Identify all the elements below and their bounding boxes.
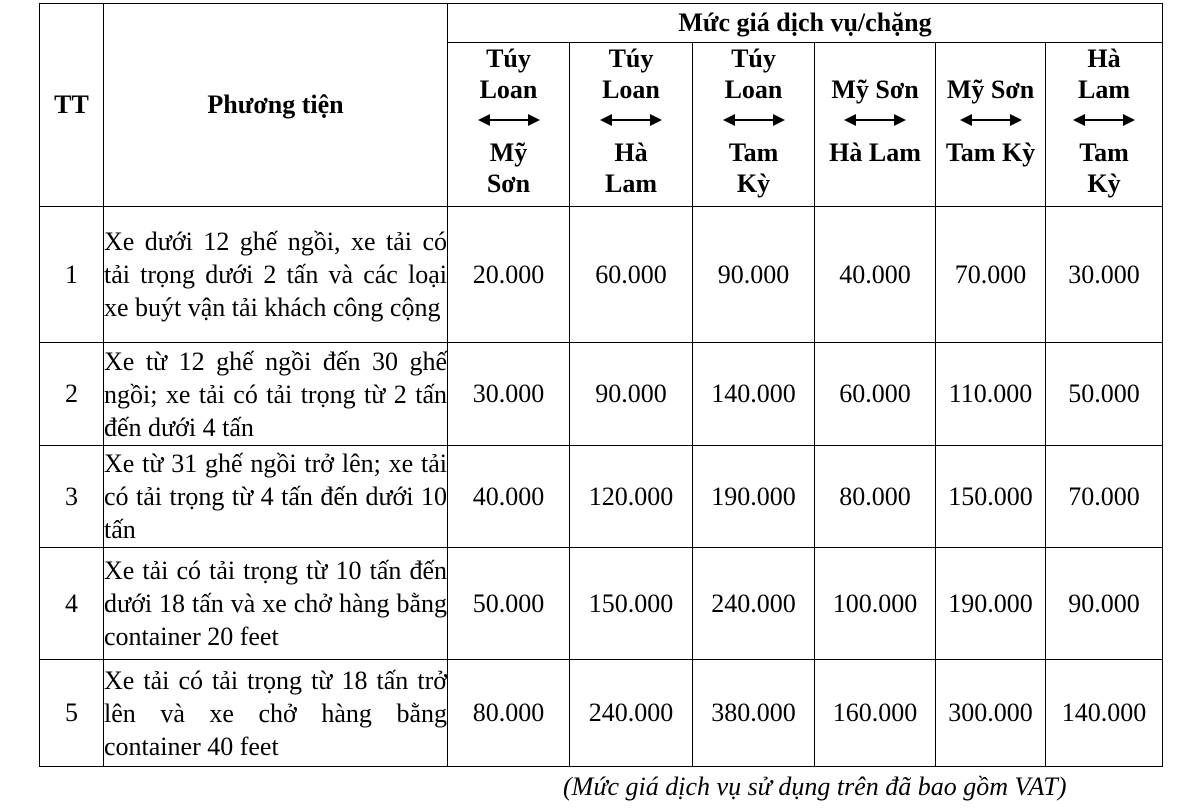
price-cell: 300.000	[936, 660, 1046, 767]
price-cell: 20.000	[448, 207, 570, 343]
route-from: Loan	[724, 75, 783, 104]
table-row	[40, 548, 1163, 660]
price-cell: 110.000	[936, 343, 1046, 446]
double-arrow-icon	[693, 109, 814, 133]
price-cell: 40.000	[448, 446, 570, 548]
route-header-4	[815, 43, 936, 207]
row-number: 4	[40, 548, 104, 660]
table-row	[40, 343, 1163, 446]
price-cell: 50.000	[1046, 343, 1163, 446]
price-cell: 40.000	[815, 207, 936, 343]
route-header-3	[693, 43, 815, 207]
price-cell: 60.000	[570, 207, 693, 343]
route-to: Hà Lam	[829, 138, 921, 167]
row-number: 5	[40, 660, 104, 767]
route-header-5	[936, 43, 1046, 207]
row-number: 1	[40, 207, 104, 343]
route-header-6	[1046, 43, 1163, 207]
price-group-header: Mức giá dịch vụ/chặng	[448, 4, 1163, 43]
route-header-2	[570, 43, 693, 207]
double-arrow-icon	[570, 109, 692, 133]
tt-header: TT	[40, 4, 104, 207]
double-arrow-icon	[815, 109, 935, 133]
vehicle-description: Xe từ 31 ghế ngồi trở lên; xe tải có tải trọng từ 4 tấn đến dưới 10 tấn	[104, 446, 448, 548]
double-arrow-icon	[936, 109, 1045, 133]
price-cell: 70.000	[1046, 446, 1163, 548]
route-from: Túy	[486, 44, 531, 73]
vehicle-description: Xe tải có tải trọng từ 10 tấn đến dưới 18 tấn và xe chở hàng bằng container 20 feet	[104, 548, 448, 660]
vehicle-description: Xe tải có tải trọng từ 18 tấn trở lên và xe chở hàng bằng container 40 feet	[104, 660, 448, 767]
price-cell: 150.000	[936, 446, 1046, 548]
row-number: 2	[40, 343, 104, 446]
price-cell: 140.000	[1046, 660, 1163, 767]
double-arrow-icon	[1046, 109, 1162, 133]
price-cell: 190.000	[936, 548, 1046, 660]
header-row-top	[40, 4, 1163, 43]
price-cell: 50.000	[448, 548, 570, 660]
table-row	[40, 207, 1163, 343]
price-cell: 80.000	[815, 446, 936, 548]
route-to: Mỹ	[489, 138, 528, 167]
price-cell: 30.000	[1046, 207, 1163, 343]
price-cell: 150.000	[570, 548, 693, 660]
price-cell: 70.000	[936, 207, 1046, 343]
vehicle-description: Xe từ 12 ghế ngồi đến 30 ghế ngồi; xe tải có tải trọng từ 2 tấn đến dưới 4 tấn	[104, 343, 448, 446]
route-header-1	[448, 43, 570, 207]
price-cell: 90.000	[570, 343, 693, 446]
price-cell: 240.000	[570, 660, 693, 767]
route-from: Mỹ Sơn	[831, 75, 919, 104]
route-to: Hà	[614, 138, 648, 167]
price-cell: 60.000	[815, 343, 936, 446]
price-cell: 160.000	[815, 660, 936, 767]
fee-table	[39, 3, 1163, 767]
price-cell: 240.000	[693, 548, 815, 660]
price-cell: 90.000	[1046, 548, 1163, 660]
route-to: Sơn	[486, 169, 531, 198]
table-row	[40, 660, 1163, 767]
route-from: Mỹ Sơn	[946, 75, 1035, 104]
route-from: Loan	[479, 75, 538, 104]
route-from: Lam	[1078, 75, 1130, 104]
price-cell: 100.000	[815, 548, 936, 660]
price-cell: 90.000	[693, 207, 815, 343]
double-arrow-icon	[448, 109, 569, 133]
vehicle-header: Phương tiện	[104, 4, 448, 207]
vehicle-description: Xe dưới 12 ghế ngồi, xe tải có tải trọng dưới 2 tấn và các loại xe buýt vận tải khách công cộng	[104, 207, 448, 343]
price-cell: 140.000	[693, 343, 815, 446]
vat-note: (Mức giá dịch vụ sử dụng trên đã bao gồm VAT)	[563, 772, 1067, 801]
route-to: Lam	[605, 169, 657, 198]
price-cell: 80.000	[448, 660, 570, 767]
route-from: Túy	[731, 44, 776, 73]
price-cell: 190.000	[693, 446, 815, 548]
route-from: Túy	[608, 44, 654, 73]
price-cell: 30.000	[448, 343, 570, 446]
price-cell: 380.000	[693, 660, 815, 767]
price-cell: 120.000	[570, 446, 693, 548]
table-row	[40, 446, 1163, 548]
row-number: 3	[40, 446, 104, 548]
route-to: Tam	[728, 138, 779, 167]
route-to: Tam	[1079, 138, 1129, 167]
route-to: Kỳ	[1087, 169, 1121, 198]
route-to: Kỳ	[736, 169, 771, 198]
route-to: Tam Kỳ	[945, 138, 1036, 167]
route-from: Hà	[1087, 44, 1121, 73]
route-from: Loan	[602, 75, 660, 104]
